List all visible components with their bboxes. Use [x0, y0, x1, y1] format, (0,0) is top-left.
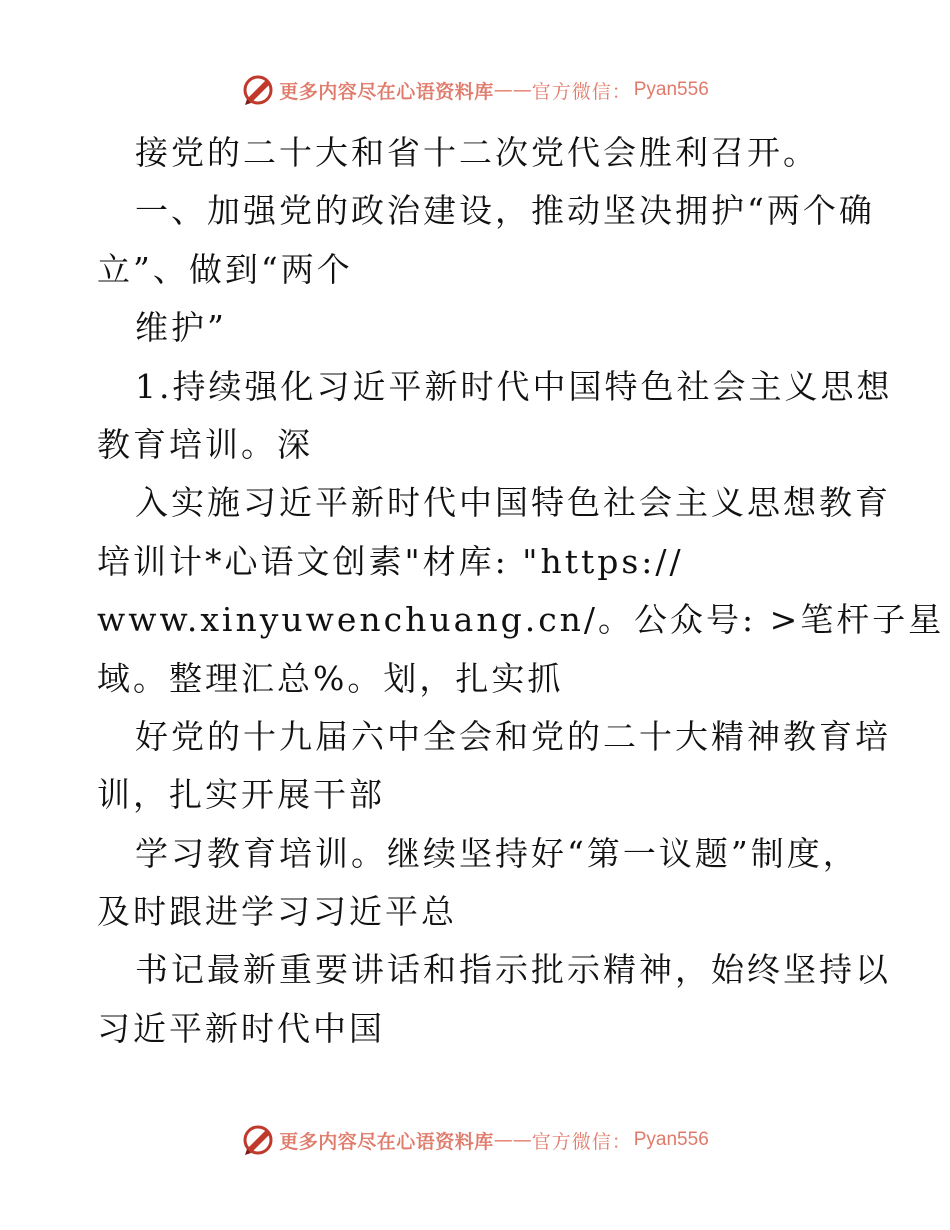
footer-watermark: [0, 1120, 950, 1160]
watermark-official-label: 官方微信：: [531, 1130, 632, 1153]
text-line: 书记最新重要讲话和指示批示精神，始终坚持以: [135, 950, 891, 990]
text-line: 入实施习近平新时代中国特色社会主义思想教育: [135, 483, 891, 523]
text-line: 一、加强党的政治建设，推动坚决拥护“两个确: [135, 191, 875, 231]
text-line: 好党的十九届六中全会和党的二十大精神教育培: [135, 716, 891, 756]
text-line: 及时跟进学习习近平总: [97, 892, 457, 932]
text-line: 学习教育培训。继续坚持好“第一议题”制度，: [135, 833, 859, 873]
watermark-official-label: 官方微信：: [531, 80, 632, 103]
pen-circle-logo-icon: [241, 73, 275, 107]
pen-circle-logo-icon: [241, 1123, 275, 1157]
text-line: 立”、做到“两个: [97, 249, 353, 289]
text-line: 培训计*心语文创素"材库: "https://: [97, 541, 684, 581]
text-line: 训，扎实开展干部: [97, 775, 385, 815]
header-watermark: [0, 70, 950, 110]
text-line: 习近平新时代中国: [97, 1008, 385, 1048]
text-line: 域。整理汇总%。划，扎实抓: [97, 658, 564, 698]
watermark-wechat-id: Pyan556: [633, 79, 709, 100]
text-line: 维护”: [135, 308, 227, 348]
watermark-main-text: 更多内容尽在心语资料库: [279, 80, 494, 103]
text-line: 1.持续强化习近平新时代中国特色社会主义思想: [135, 366, 893, 406]
document-body: [97, 124, 945, 1058]
text-line: 教育培训。深: [97, 424, 313, 464]
watermark-separator: ——: [493, 1129, 532, 1151]
watermark-main-text: 更多内容尽在心语资料库: [279, 1130, 494, 1153]
watermark-wechat-id: Pyan556: [633, 1129, 709, 1150]
watermark-separator: ——: [493, 79, 532, 101]
text-line: 接党的二十大和省十二次党代会胜利召开。: [135, 133, 819, 172]
text-line: www.xinyuwenchuang.cn/。公众号: >笔杆子星: [97, 600, 945, 640]
